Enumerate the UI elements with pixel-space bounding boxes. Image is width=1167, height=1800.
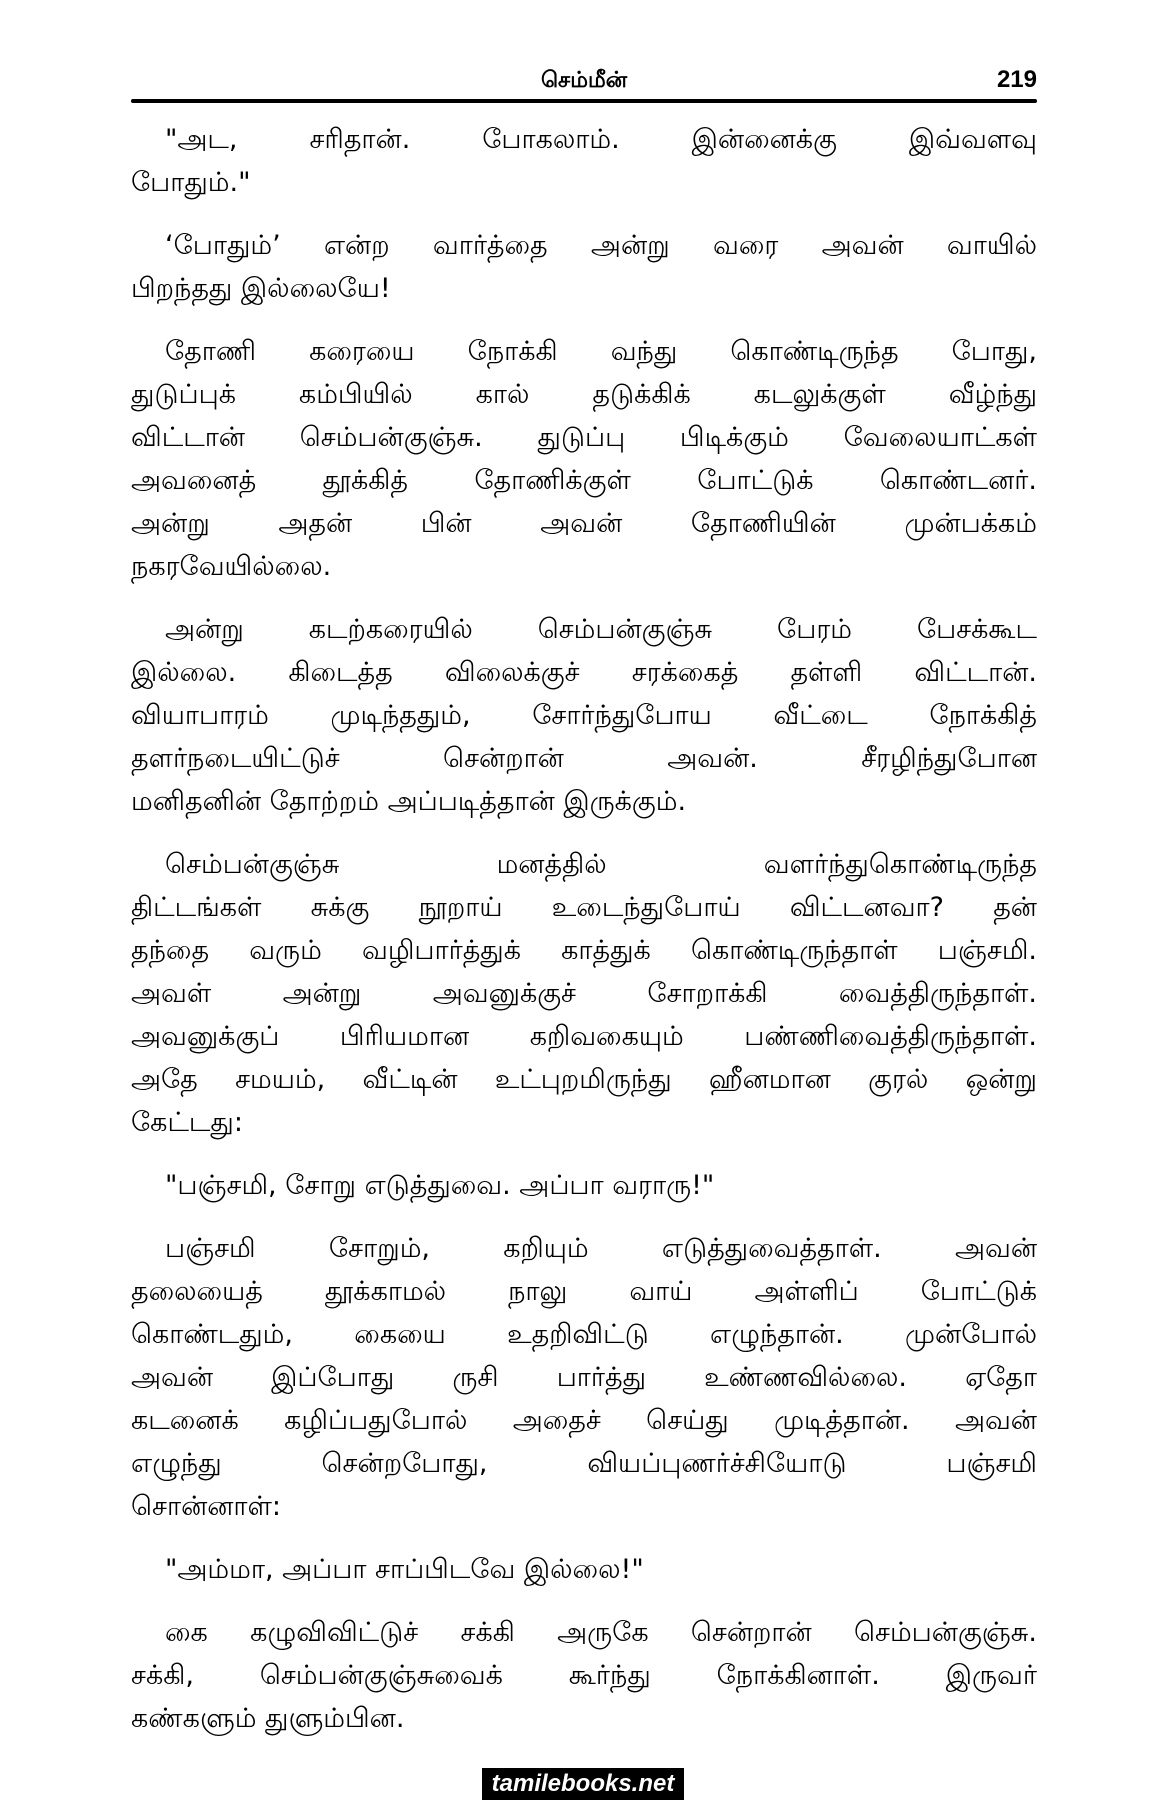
text-line: "அட, சரிதான். போகலாம். இன்னைக்கு இவ்வளவு [165,124,1037,155]
text-line: விட்டான் செம்பன்குஞ்சு. துடுப்பு பிடிக்கும் வேலையாட்கள் [131,422,1037,453]
text-line: தலையைத் தூக்காமல் நாலு வாய் அள்ளிப் போட்டுக் [131,1276,1037,1307]
text-line: அவள் அன்று அவனுக்குச் சோறாக்கி வைத்திருந்தாள். [131,978,1037,1009]
text-line: இல்லை. கிடைத்த விலைக்குச் சரக்கைத் தள்ளி விட்டான். [131,657,1037,688]
text-line: கை கழுவிவிட்டுச் சக்கி அருகே சென்றான் செம்பன்குஞ்சு. [165,1617,1037,1648]
header-rule [131,99,1037,103]
text-line: சக்கி, செம்பன்குஞ்சுவைக் கூர்ந்து நோக்கினாள். இருவர் [131,1660,1037,1691]
text-line: தந்தை வரும் வழிபார்த்துக் காத்துக் கொண்டிருந்தாள் பஞ்சமி. [131,935,1037,966]
paragraph [131,1548,1037,1591]
page-number: 219 [996,66,1037,93]
text-line: அதே சமயம், வீட்டின் உட்புறமிருந்து ஹீனமான குரல் ஒன்று [131,1064,1037,1095]
text-line: பிறந்தது இல்லையே! [131,273,391,304]
text-line: அவனுக்குப் பிரியமான கறிவகையும் பண்ணிவைத்திருந்தாள். [131,1021,1037,1052]
text-line: துடுப்புக் கம்பியில் கால் தடுக்கிக் கடலுக்குள் வீழ்ந்து [131,379,1037,410]
text-line: சொன்னாள்: [131,1491,282,1522]
text-line: போதும்." [131,167,251,198]
text-line: வியாபாரம் முடிந்ததும், சோர்ந்துபோய வீட்டை நோக்கித் [131,700,1037,731]
text-line: தளர்நடையிட்டுச் சென்றான் அவன். சீரழிந்துபோன [131,743,1037,774]
watermark-footer: tamilebooks.net [482,1768,684,1800]
paragraph [131,1611,1037,1740]
paragraph [131,330,1037,588]
text-line: அன்று அதன் பின் அவன் தோணியின் முன்பக்கம் [131,508,1037,539]
text-line: செம்பன்குஞ்சு மனத்தில் வளர்ந்துகொண்டிருந்த [165,849,1037,880]
text-line: அன்று கடற்கரையில் செம்பன்குஞ்சு பேரம் பேசக்கூட [165,614,1037,645]
text-line: அவன் இப்போது ருசி பார்த்து உண்ணவில்லை. ஏதோ [131,1362,1037,1393]
text-line: தோணி கரையை நோக்கி வந்து கொண்டிருந்த போது, [165,336,1037,367]
running-header [131,64,1037,98]
paragraph [131,608,1037,823]
text-line: ‘போதும்’ என்ற வார்த்தை அன்று வரை அவன் வாயில் [165,230,1037,261]
text-line: கடனைக் கழிப்பதுபோல் அதைச் செய்து முடித்தான். அவன் [131,1405,1037,1436]
text-line: எழுந்து சென்றபோது, வியப்புணர்ச்சியோடு பஞ்சமி [131,1448,1037,1479]
text-line: நகரவேயில்லை. [131,551,332,582]
text-line: பஞ்சமி சோறும், கறியும் எடுத்துவைத்தாள். அவன் [165,1233,1037,1264]
paragraph [131,224,1037,310]
text-line: திட்டங்கள் சுக்கு நூறாய் உடைந்துபோய் விட்டனவா? தன் [131,892,1037,923]
text-line: மனிதனின் தோற்றம் அப்படித்தான் இருக்கும். [131,786,687,817]
text-line: "பஞ்சமி, சோறு எடுத்துவை. அப்பா வராரு!" [165,1170,715,1201]
text-line: "அம்மா, அப்பா சாப்பிடவே இல்லை!" [165,1554,644,1585]
paragraph [131,1164,1037,1207]
book-title: செம்மீன் [540,68,628,93]
text-line: கண்களும் துளும்பின. [131,1703,405,1734]
body-text [131,118,1037,1760]
text-line: கேட்டது: [131,1107,243,1138]
paragraph [131,118,1037,204]
paragraph [131,1227,1037,1528]
text-line: அவனைத் தூக்கித் தோணிக்குள் போட்டுக் கொண்டனர். [131,465,1037,496]
paragraph [131,843,1037,1144]
text-line: கொண்டதும், கையை உதறிவிட்டு எழுந்தான். முன்போல் [131,1319,1037,1350]
